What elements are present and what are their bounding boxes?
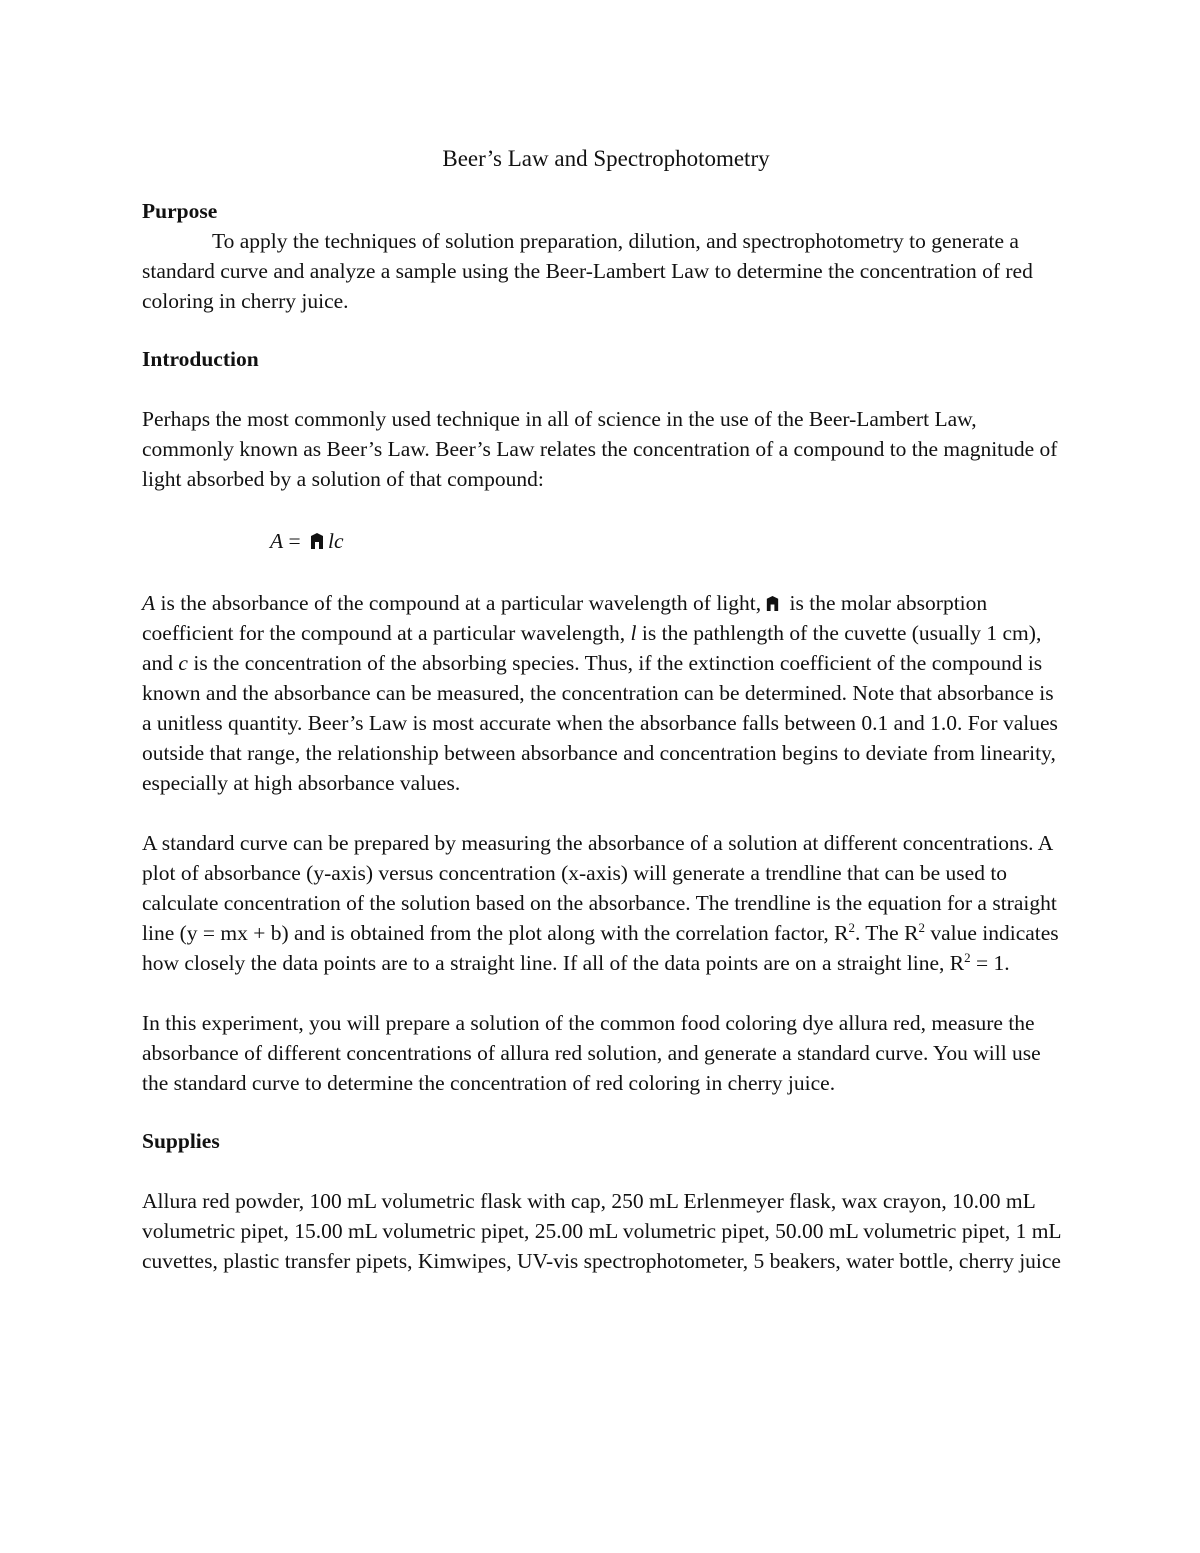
standard-curve-paragraph — [142, 828, 1062, 978]
equation-lhs: A — [270, 529, 284, 553]
std-part4: = 1. — [970, 951, 1010, 975]
var-c: c — [178, 651, 188, 675]
var-l: l — [630, 621, 637, 645]
page-title: Beer’s Law and Spectrophotometry — [442, 146, 770, 171]
missing-glyph-icon — [764, 595, 781, 612]
sup-2: 2 — [918, 920, 925, 935]
document-body — [142, 140, 1062, 1276]
std-part3: value indicates how closely the data points are to a straight line. If all of the data points are on a straight line, R — [142, 921, 1059, 975]
var-a: A — [142, 591, 156, 615]
sup-2: 2 — [848, 920, 855, 935]
purpose-paragraph: To apply the techniques of solution preparation, dilution, and spectrophotometry to generate a standard curve and analyze a sample using the Beer-Lambert Law to determine the concentration of red coloring in cherry juice. — [142, 229, 1033, 313]
beers-law-equation — [142, 524, 1062, 558]
def-a-text: is the absorbance of the compound at a particular wavelength of light, — [155, 591, 762, 615]
def-l-text: is the pathlength of the cuvette (usually 1 cm), and — [142, 621, 1042, 675]
missing-glyph-icon — [308, 532, 326, 550]
supplies-paragraph: Allura red powder, 100 mL volumetric flask with cap, 250 mL Erlenmeyer flask, wax crayon, 10.00 mL volumetric pipet, 15.00 mL volumetric pipet, 25.00 mL volumetric pipet, 50.00 mL volumetric pipet, 1 mL cuvettes, plastic transfer pipets, Kimwipes, UV-vis spectrophotometer, 5 beakers, water bottle, cherry juice — [142, 1189, 1061, 1273]
std-part2: . The R — [854, 921, 919, 945]
def-eps-text: is the molar absorption coefficient for the compound at a particular wavelength, — [142, 591, 988, 645]
sup-2: 2 — [964, 950, 971, 965]
std-part1: A standard curve can be prepared by measuring the absorbance of a solution at different concentrations. A plot of absorbance (y-axis) versus concentration (x-axis) will generate a trendline that can be used to calculate concentration of the solution based on the absorbance. The trendline is the equation for a straight line (y = mx + b) and is obtained from the plot along with the correlation factor, R — [142, 831, 1057, 945]
definitions-paragraph — [142, 588, 1062, 798]
equation-rhs: lc — [328, 529, 344, 553]
purpose-heading: Purpose — [142, 199, 218, 223]
supplies-heading: Supplies — [142, 1129, 220, 1153]
def-c-text: is the concentration of the absorbing species. Thus, if the extinction coefficient of the compound is known and the absorbance can be measured, the concentration can be determined. Note that absorbance is a unitless quantity. Beer’s Law is most accurate when the absorbance falls between 0.1 and 1.0. For values outside that range, the relationship between absorbance and concentration begins to deviate from linearity, especially at high absorbance values. — [142, 651, 1058, 795]
introduction-heading: Introduction — [142, 347, 259, 371]
intro-paragraph: Perhaps the most commonly used technique in all of science in the use of the Beer-Lambert Law, commonly known as Beer’s Law. Beer’s Law relates the concentration of a compound to the magnitude of light absorbed by a solution of that compound: — [142, 407, 1058, 491]
equation-equals: = — [283, 529, 307, 553]
experiment-paragraph: In this experiment, you will prepare a solution of the common food coloring dye allura red, measure the absorbance of different concentrations of allura red solution, and generate a standard curve. You will use the standard curve to determine the concentration of red coloring in cherry juice. — [142, 1011, 1041, 1095]
